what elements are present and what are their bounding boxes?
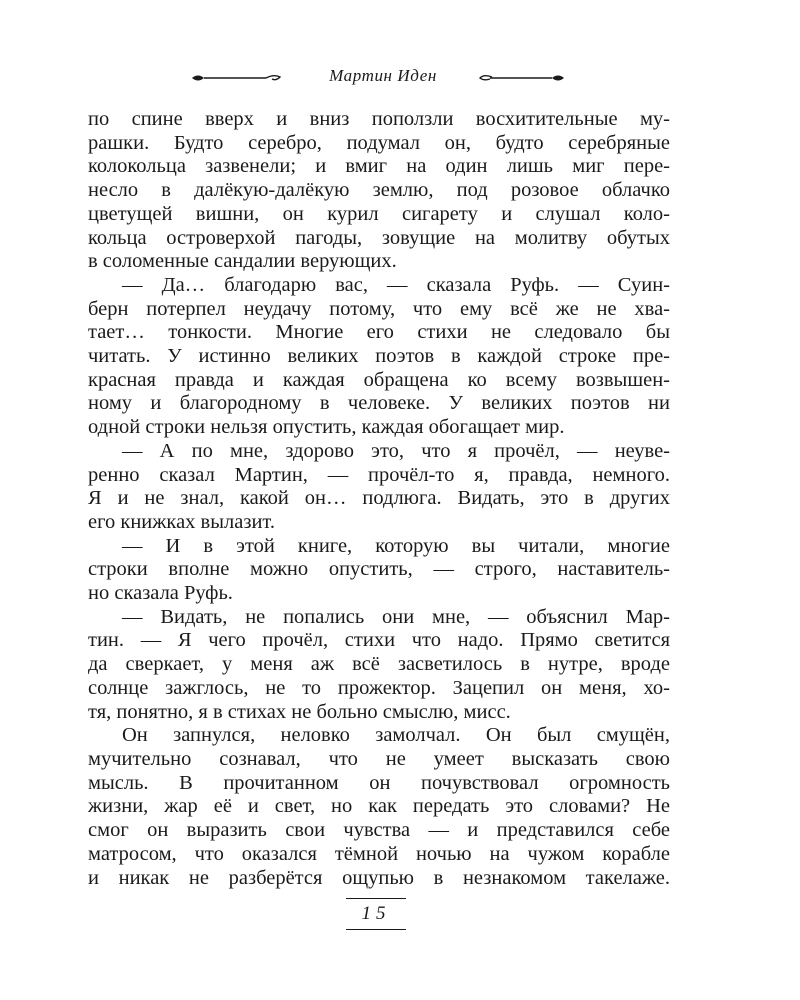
folio-rule-bottom — [346, 929, 406, 930]
text-line: красная правда и каждая обращена ко всему возвышен- — [88, 368, 670, 391]
text-line: рашки. Будто серебро, подумал он, будто серебряные — [88, 131, 670, 154]
page-number: 15 — [361, 903, 391, 924]
text-line: строки вполне можно опустить, — строго, наставитель- — [88, 558, 670, 581]
paragraph-start: — Видать, не попались они мне, — объяснил Мар- — [122, 605, 670, 628]
paragraph-start: — Да… благодарю вас, — сказала Руфь. — Суин- — [122, 273, 670, 296]
text-line: колокольца зазвенели; и вмиг на один лишь миг пере- — [88, 155, 670, 178]
text-line: несло в далёкую-далёкую землю, под розовое облачко — [88, 179, 670, 202]
right-ornament-icon — [470, 71, 566, 85]
paragraph-start: — И в этой книге, которую вы читали, многие — [122, 534, 670, 557]
text-line: и никак не разберётся ощупью в незнакомом такелаже. — [88, 866, 670, 889]
text-line: матросом, что оказался тёмной ночью на чужом корабле — [88, 842, 670, 865]
text-line: одной строки нельзя опустить, каждая обогащает мир. — [88, 416, 565, 439]
left-ornament-icon — [190, 71, 286, 85]
text-line: берн потерпел неудачу потому, что ему всё же не хва- — [88, 297, 670, 320]
text-line: но сказала Руфь. — [88, 582, 233, 605]
text-line: его книжках вылазит. — [88, 510, 275, 533]
text-line: тин. — Я чего прочёл, стихи что надо. Прямо светится — [88, 629, 670, 652]
page-number-block — [340, 898, 412, 934]
text-line: да сверкает, у меня аж всё засветилось в нутре, вроде — [88, 653, 670, 676]
text-line: по спине вверх и вниз поползли восхитительные му- — [88, 108, 670, 130]
text-line: читать. У истинно великих поэтов в каждой строке пре- — [88, 345, 670, 368]
text-line: тя, понятно, я в стихах не больно смыслю, мисс. — [88, 700, 511, 723]
text-line: тает… тонкости. Многие его стихи не следовало бы — [88, 321, 670, 344]
text-line: солнце зажглось, не то прожектор. Зацепил он меня, хо- — [88, 676, 670, 699]
text-line: жизни, жар её и свет, но как передать это словами? Не — [88, 795, 670, 818]
text-line: мучительно сознавал, что не умеет высказать свою — [88, 747, 670, 770]
running-header — [0, 66, 800, 92]
text-line: ному и благородному в человеке. У великих поэтов ни — [88, 392, 670, 415]
text-line: смог он выразить свои чувства — и представился себе — [88, 819, 670, 842]
text-line: кольца островерхой пагоды, зовущие на молитву обутых — [88, 226, 670, 249]
text-line: цветущей вишни, он курил сигарету и слушал коло- — [88, 202, 670, 225]
body-text — [88, 108, 670, 890]
text-line: мысль. В прочитанном он почувствовал огромность — [88, 771, 670, 794]
text-line: ренно сказал Мартин, — прочёл-то я, правда, немного. — [88, 463, 670, 486]
text-line: Я и не знал, какой он… подлюга. Видать, это в других — [88, 487, 670, 510]
paragraph-start: Он запнулся, неловко замолчал. Он был смущён, — [122, 724, 670, 747]
paragraph-start: — А по мне, здорово это, что я прочёл, — неуве- — [122, 439, 670, 462]
running-title: Мартин Иден — [329, 66, 437, 85]
folio-rule-top — [346, 898, 406, 899]
text-line: в соломенные сандалии верующих. — [88, 250, 397, 273]
